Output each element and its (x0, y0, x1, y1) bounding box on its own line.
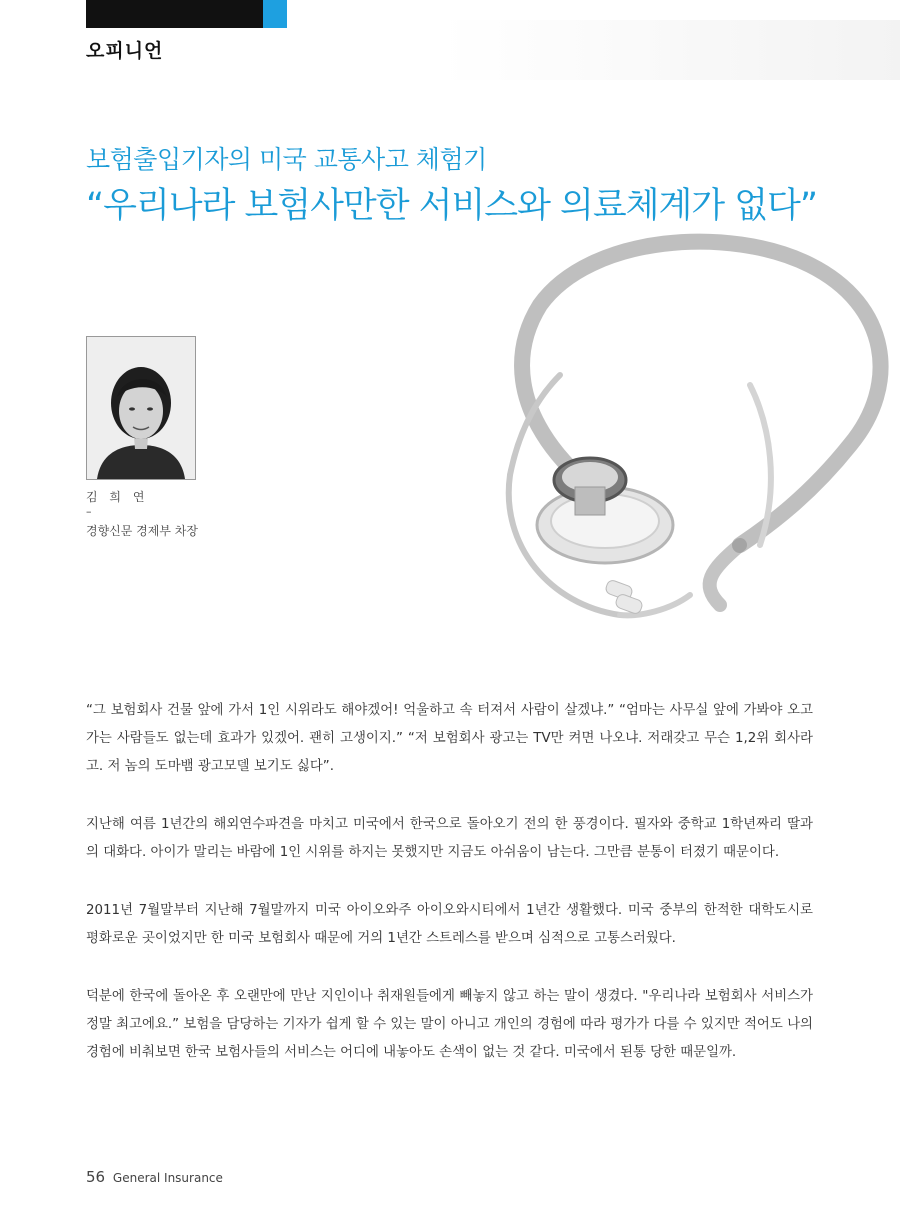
header-accent-bar (263, 0, 287, 28)
section-label: 오피니언 (86, 40, 164, 62)
page-footer (86, 1168, 223, 1186)
publication-name: General Insurance (112, 1171, 223, 1185)
author-role: 경향신문 경제부 차장 (86, 524, 198, 538)
body-paragraph: “그 보험회사 건물 앞에 가서 1인 시위라도 해야겠어! 억울하고 속 터져서 사람이 살겠냐.” “엄마는 사무실 앞에 가봐야 오고가는 사람들도 없는데 효과가 있겠어. 괜히 고생이지.” “저 보험회사 광고는 TV만 켜면 나오냐. 저래갖고 무슨 1,2위 회사라고. 저 놈의 도마뱀 광고모델 보기도 싫다”. (86, 703, 813, 774)
body-paragraph: 2011년 7월말부터 지난해 7월말까지 미국 아이오와주 아이오와시티에서 1년간 생활했다. 미국 중부의 한적한 대학도시로 평화로운 곳이었지만 한 미국 보험회사 때문에 거의 1년간 스트레스를 받으며 심적으로 고통스러웠다. (86, 903, 813, 946)
page-number: 56 (86, 1168, 106, 1186)
body-paragraph: 덕분에 한국에 돌아온 후 오랜만에 만난 지인이나 취재원들에게 빼놓지 않고 하는 말이 생겼다. "우리나라 보험회사 서비스가 정말 최고에요.” 보험을 담당하는 기자가 쉽게 할 수 있는 말이 아니고 개인의 경험에 따라 평가가 다를 수 있지만 적어도 나의 경험에 비춰보면 한국 보험사들의 서비스는 어디에 내놓아도 손색이 없는 것 같다. 미국에서 된통 당한 때문일까. (86, 989, 813, 1060)
article-title: “우리나라 보험사만한 서비스와 의료체계가 없다” (86, 186, 817, 226)
body-paragraph: 지난해 여름 1년간의 해외연수파견을 마치고 미국에서 한국으로 돌아오기 전의 한 풍경이다. 필자와 중학교 1학년짜리 딸과의 대화다. 아이가 말리는 바람에 1인 시위를 하지는 못했지만 지금도 아쉬움이 남는다. 그만큼 분통이 터졌기 때문이다. (86, 817, 813, 860)
author-separator: – (86, 505, 92, 518)
stethoscope-image (470, 225, 900, 645)
author-photo (86, 336, 196, 480)
header-bar (86, 0, 263, 28)
author-portrait-illustration (87, 337, 195, 479)
article-subtitle: 보험출입기자의 미국 교통사고 체험기 (86, 145, 487, 174)
author-name: 김 희 연 (86, 490, 149, 504)
article-body (86, 697, 813, 1097)
header-fade-band (440, 20, 900, 80)
